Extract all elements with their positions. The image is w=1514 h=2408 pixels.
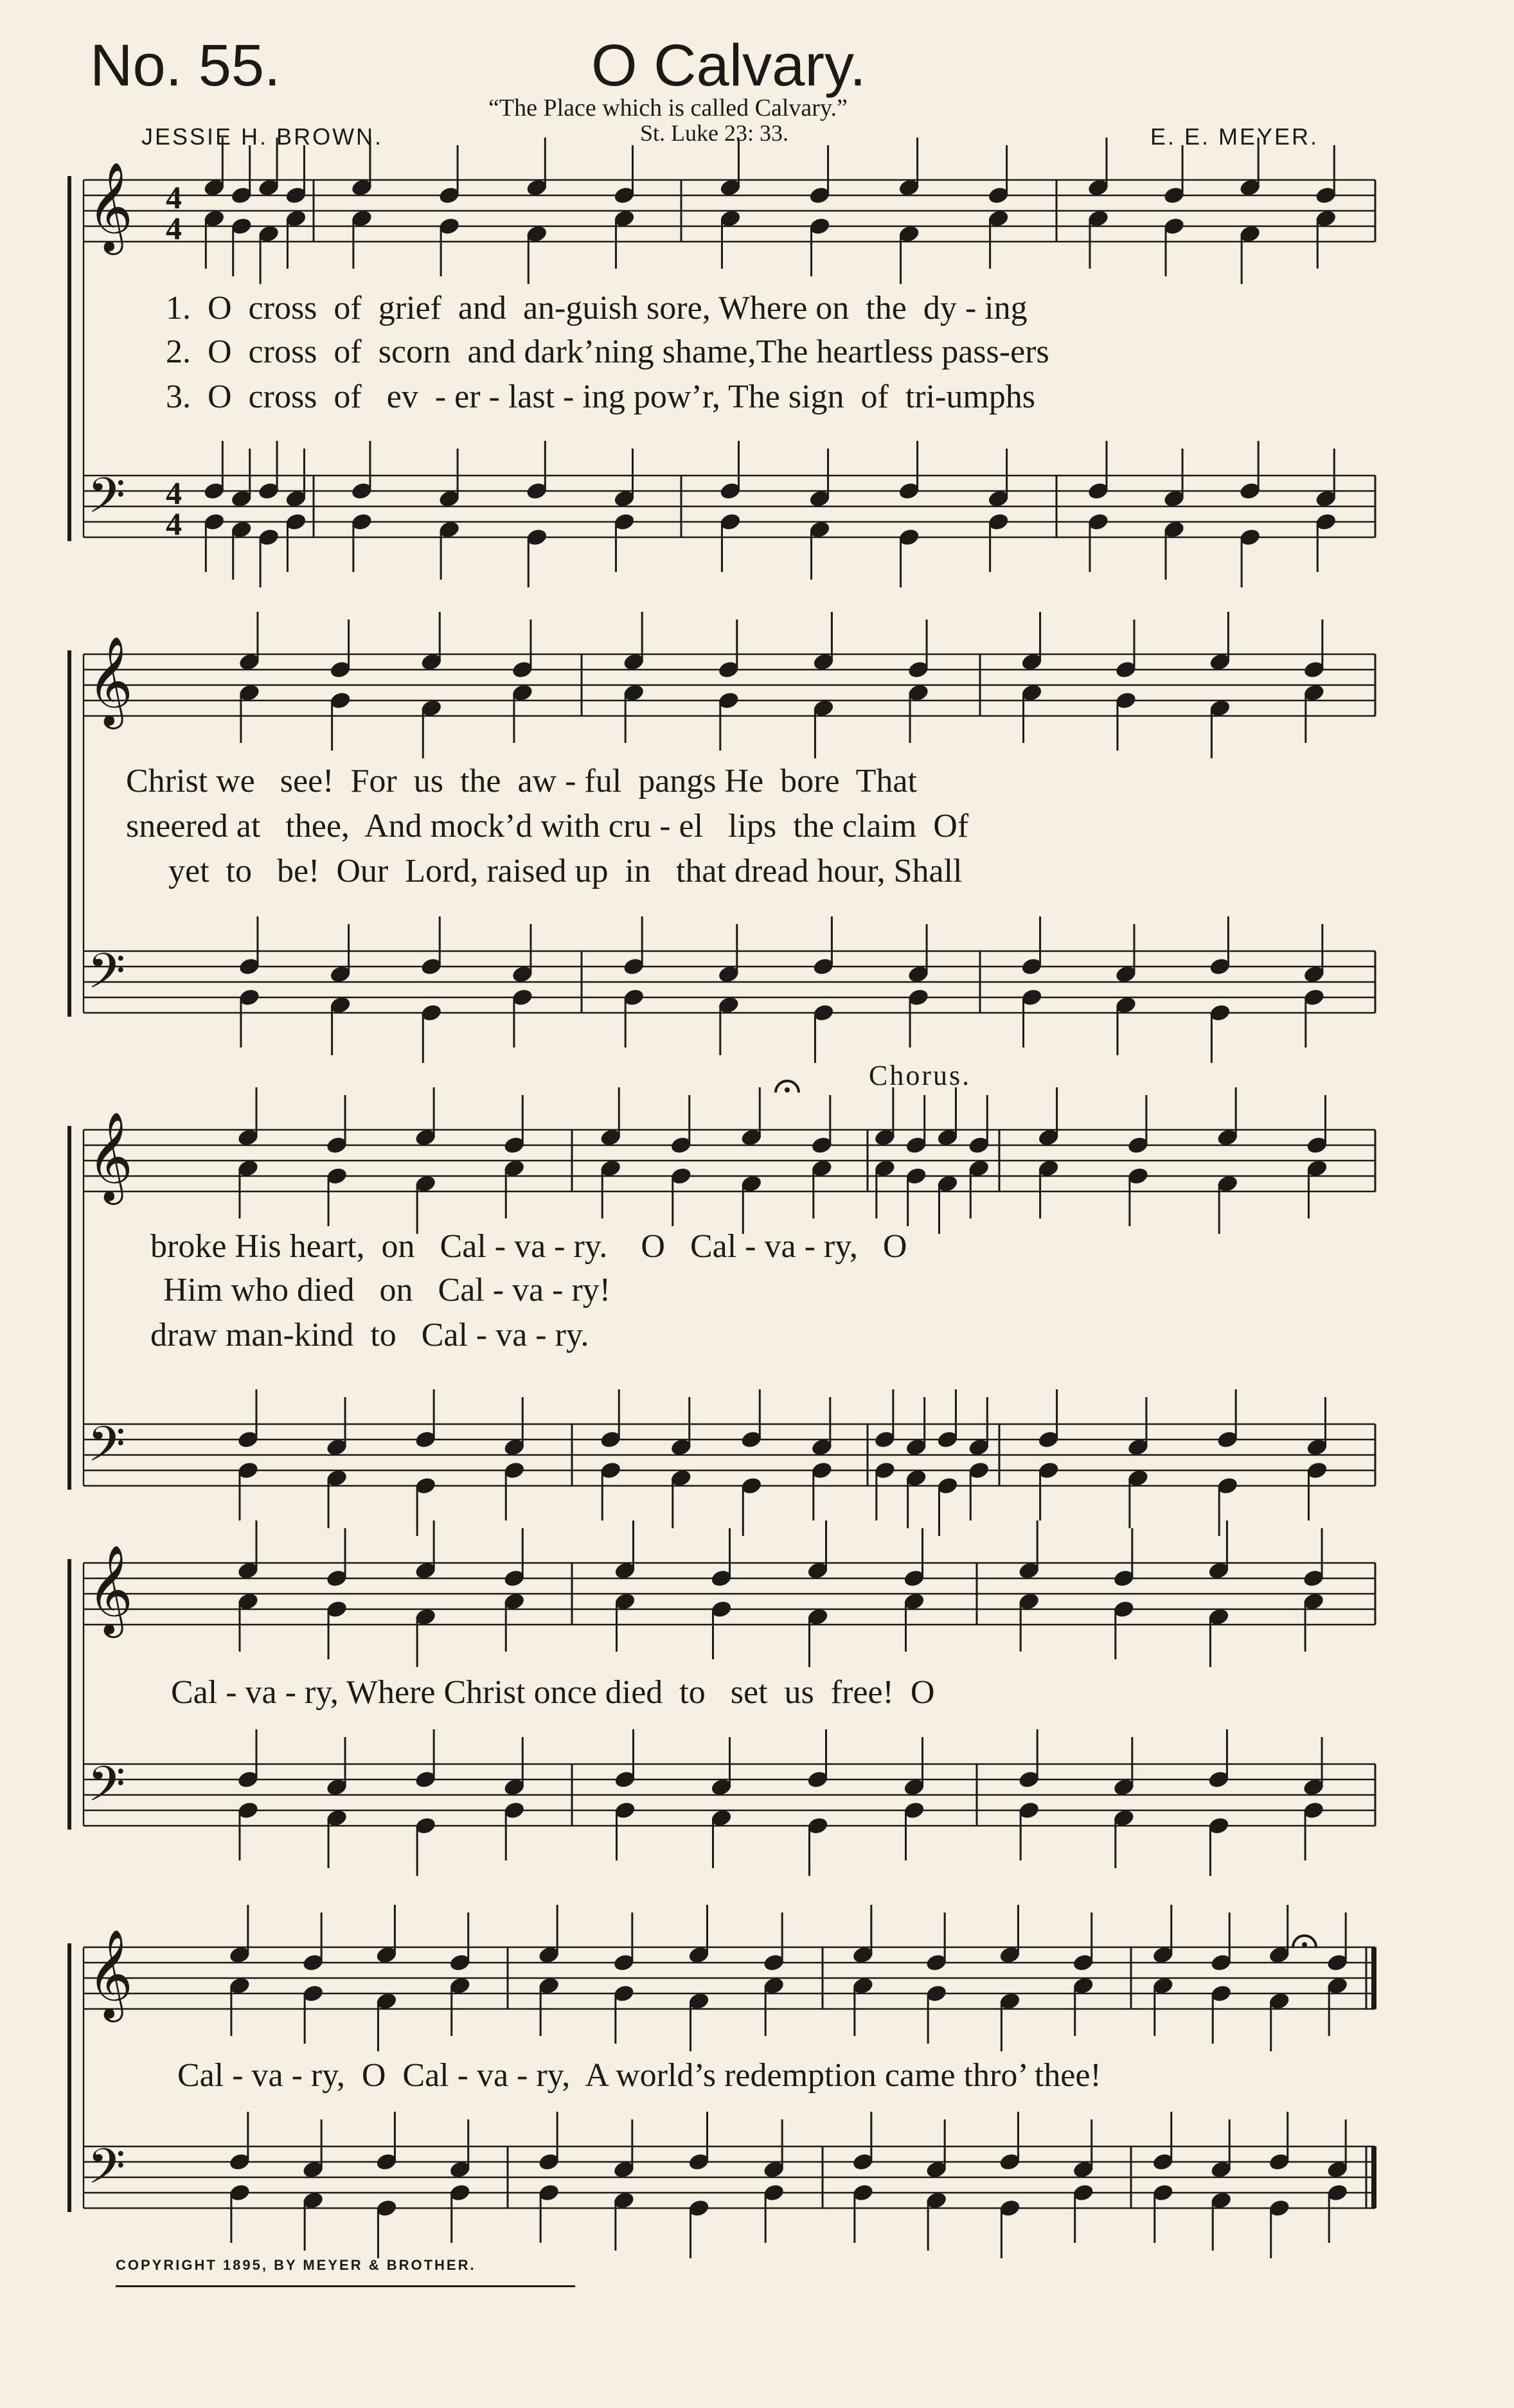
lyric-chorus-line2: Cal - va - ry, O Cal - va - ry, A world’s redemption came thro’ thee! [177,2057,1101,2094]
lyric-verse3-line2: yet to be! Our Lord, raised up in that dread hour, Shall [168,853,963,889]
lyric-verse1-line3: broke His heart, on Cal - va - ry. O Cal - va - ry, O [150,1228,907,1265]
lyric-verse2-line3: Him who died on Cal - va - ry! [163,1272,611,1308]
treble-clef: 𝄞 [87,636,133,726]
time-signature-top: 4 [166,475,182,511]
hymn-title: O Calvary. [591,33,866,98]
bass-clef: 𝄢 [87,467,126,536]
lyric-verse3-line3: draw man-kind to Cal - va - ry. [150,1317,589,1353]
time-signature-top: 4 [166,179,182,215]
fermata-dot [785,1087,790,1093]
time-signature-bottom: 4 [166,210,182,246]
fermata-dot [1302,1942,1307,1947]
lyric-verse2-line1: 2. O cross of scorn and dark’ning shame,The heartless pass-ers [166,334,1049,370]
lyric-verse1-line2: Christ we see! For us the aw - ful pangs He bore That [126,763,917,799]
author: JESSIE H. BROWN. [141,123,384,150]
bass-clef: 𝄢 [87,1756,126,1824]
bass-clef: 𝄢 [87,1416,126,1485]
bass-clef: 𝄢 [87,943,126,1012]
treble-clef: 𝄞 [87,1929,133,2019]
epigraph: “The Place which is called Calvary.” [488,94,848,121]
copyright-rule [116,2285,575,2287]
lyric-verse2-line2: sneered at thee, And mock’d with cru - el lips the claim Of [126,808,969,844]
treble-clef: 𝄞 [87,162,133,251]
lyric-verse1-line1: 1. O cross of grief and an-guish sore, Where on the dy - ing [166,290,1028,326]
scripture-reference: St. Luke 23: 33. [640,120,788,146]
chorus-label: Chorus. [869,1060,972,1091]
lyric-chorus-line1: Cal - va - ry, Where Christ once died to set us free! O [171,1674,935,1711]
bass-clef: 𝄢 [87,2138,126,2207]
hymn-number: No. 55. [90,33,281,98]
treble-clef: 𝄞 [87,1112,133,1201]
composer: E. E. MEYER. [1150,123,1319,150]
lyric-verse3-line1: 3. O cross of ev - er - last - ing pow’r, The sign of tri-umphs [166,379,1036,415]
time-signature-bottom: 4 [166,506,182,542]
copyright-notice: COPYRIGHT 1895, BY MEYER & BROTHER. [116,2257,476,2273]
treble-clef: 𝄞 [87,1545,133,1634]
